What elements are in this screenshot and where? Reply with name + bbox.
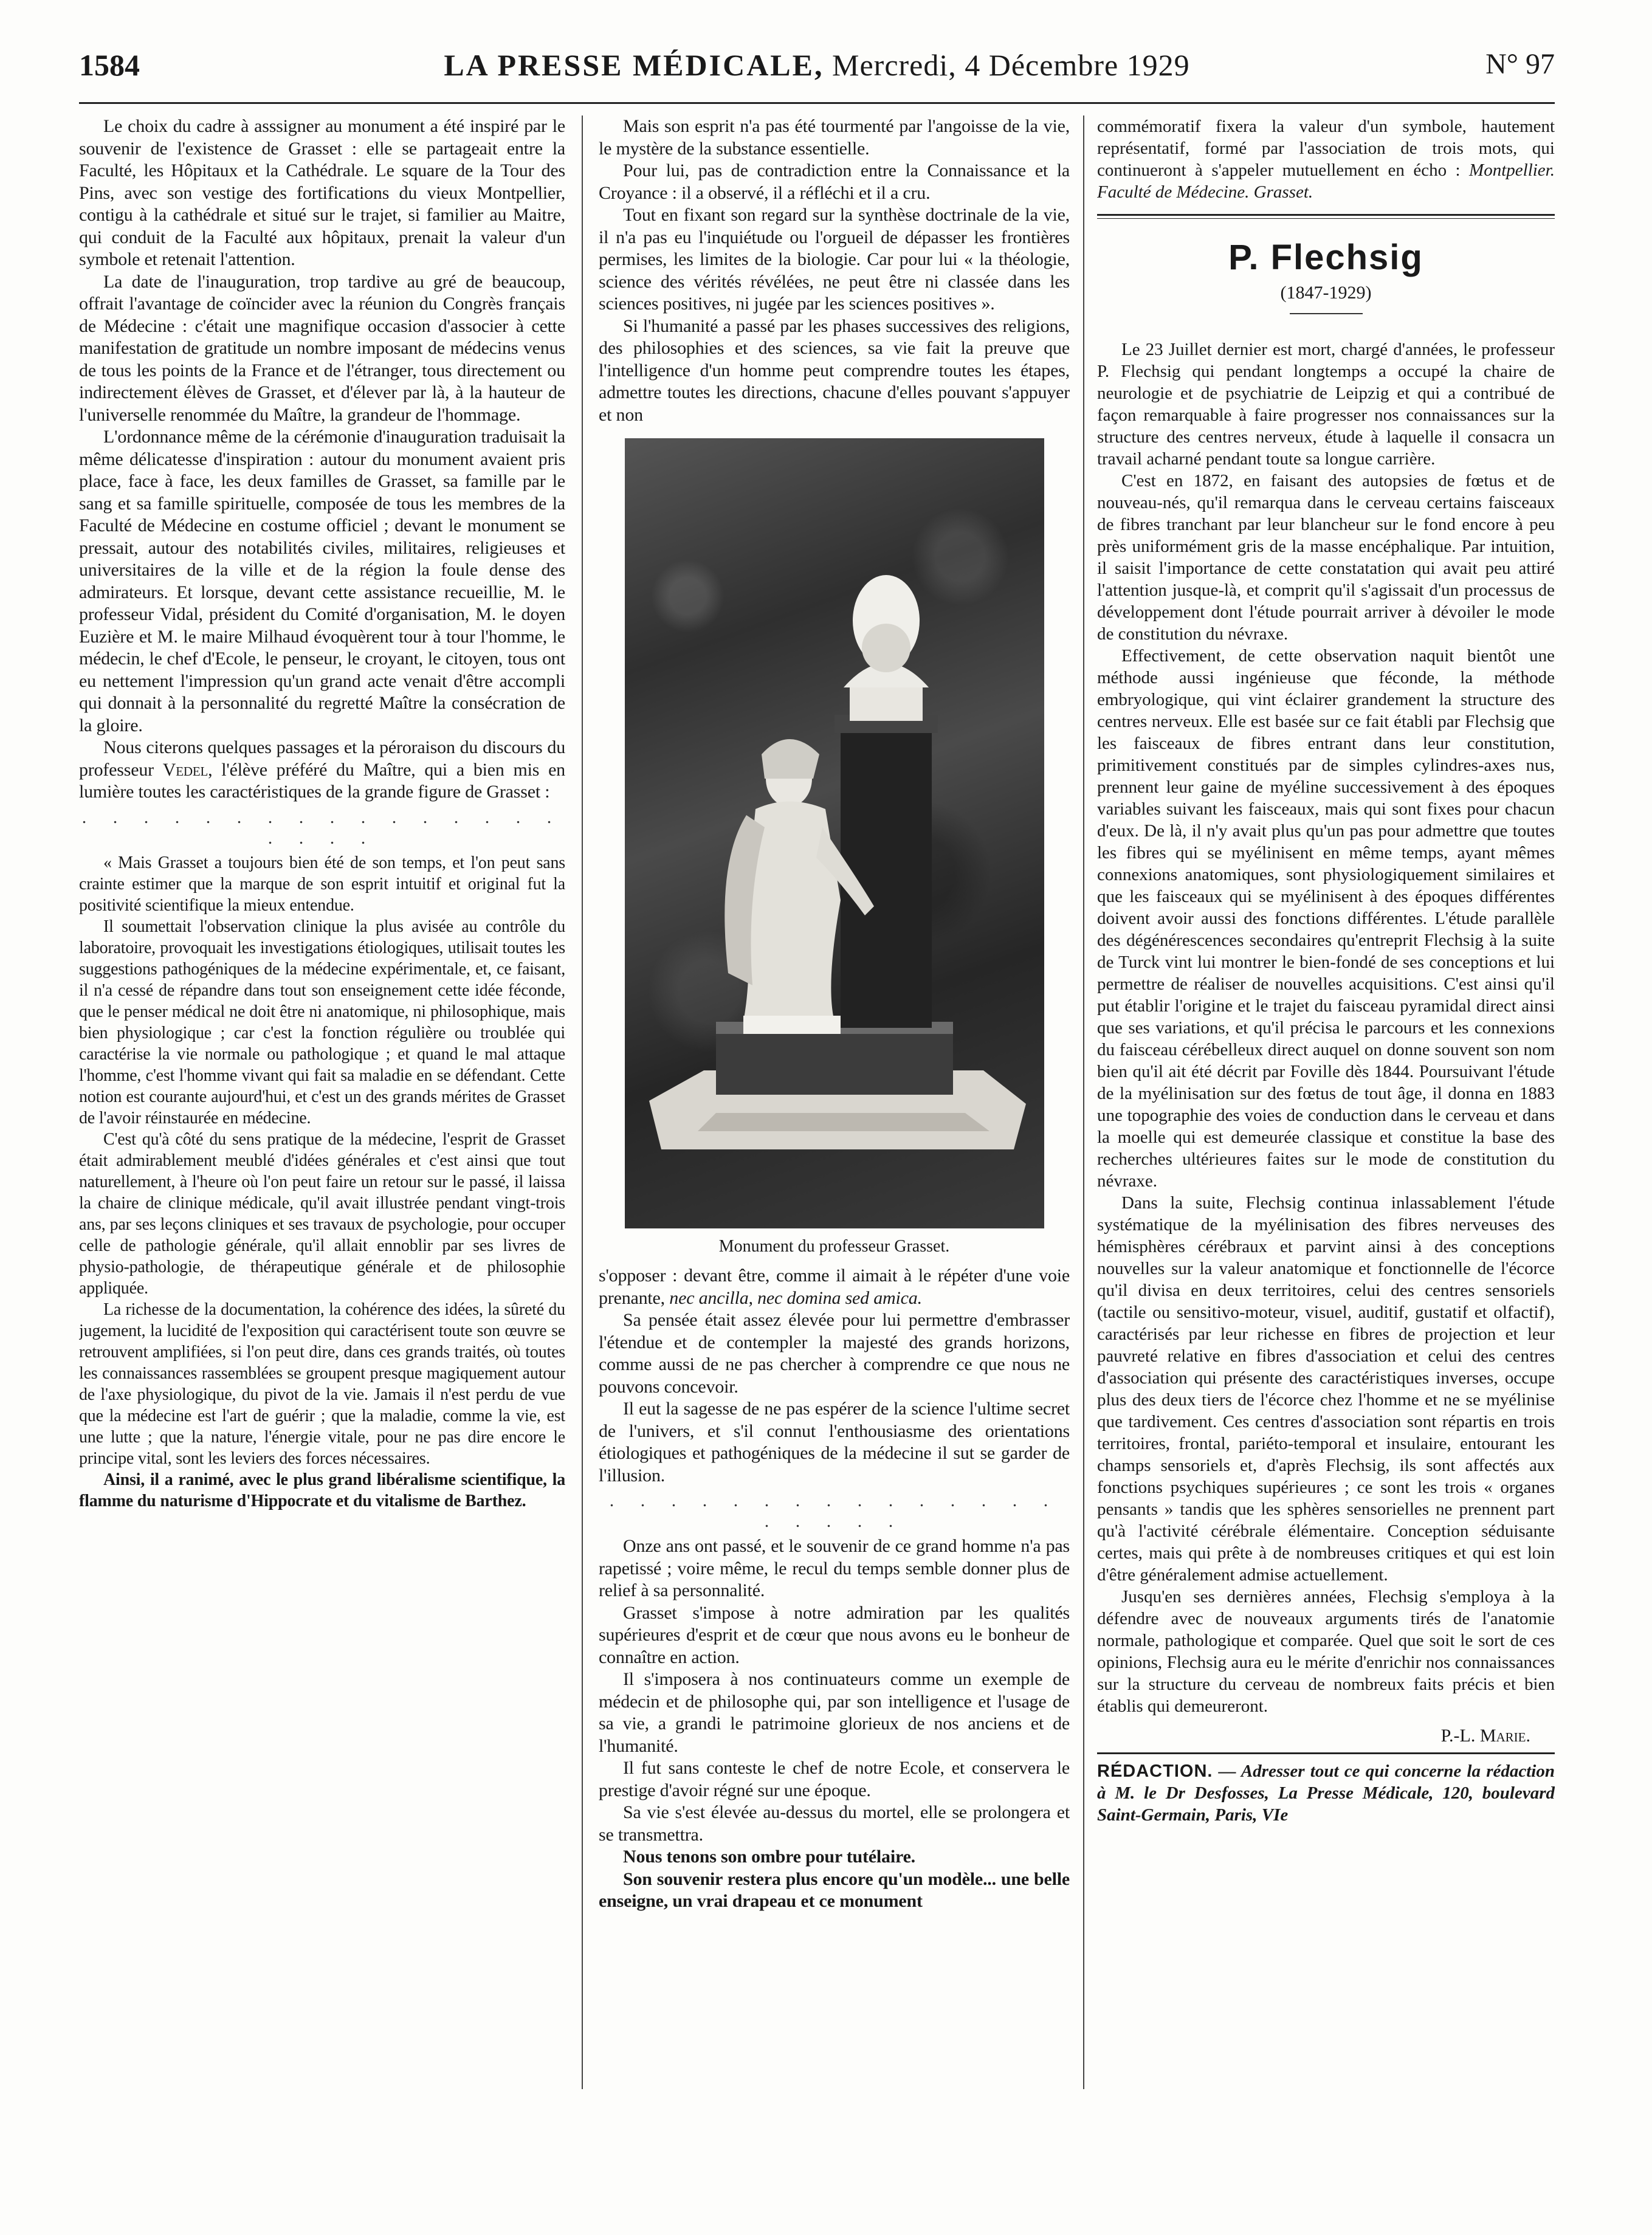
column-rule <box>1083 115 1084 2089</box>
paragraph: Si l'humanité a passé par les phases successives des religions, des philosophies et des sciences, sa vie fait la preuve que l'intelligence d'un homme peut comprendre toutes les étapes, admettre toutes les directions, chacune d'elles pouvant s'appuyer et non <box>599 315 1070 425</box>
paragraph: Tout en fixant son regard sur la synthèse doctrinale de la vie, il n'a pas eu l'inquiétude ou l'orgueil de dépasser les frontières permises, les limites de la biologie. Car pour lui « la théologie, science des vérités révélées, ne peut être ni classée dans les sciences positives, ni jugée par les sciences positives ». <box>599 205 1070 314</box>
ellipsis-separator: . . . . . . . . . . . . . . . . . . . . <box>81 807 563 848</box>
paragraph: Onze ans ont passé, et le souvenir de ce grand homme n'a pas rapetissé ; voire même, le recul du temps semble donner plus de relief à sa personnalité. <box>599 1536 1070 1600</box>
text-run: s'opposer : devant être, comme il aimait à le répéter d'une voie prenante, <box>599 1266 1070 1308</box>
journal-title: LA PRESSE MÉDICALE, <box>444 48 824 82</box>
section-rule <box>1097 214 1555 219</box>
ellipsis-separator: . . . . . . . . . . . . . . . . . . . . <box>609 1490 1059 1531</box>
paragraph: Dans la suite, Flechsig continua inlassablement l'étude systématique de la myélinisation des fibres nerveuses des hémisphères cérébraux et parvint ainsi à des conceptions nouvelles sur la valeur anatomique et fonctionnelle de l'écorce qu'il divisa en deux territoires, celui des centres sensoriels (tactile ou sensitivo-moteur, visuel, auditif, gustatif et olfactif), caractérisés par leur richesse en fibres de projection et leur pauvreté relative en fibres d'association et celui des centres d'association qui présente des caractéristiques inverses, occupe plus des deux tiers de l'écorce chez l'homme et ne se myélinise que tardivement. Ces centres d'association sont répartis en trois territoires, frontal, pariéto-temporal et insulaire, entourant les champs sensoriels et, d'après Flechsig, ils sont affectés aux fonctions psychiques supérieures ; ce sont les trois « organes pensants » tandis que les sphères sensorielles ne prennent part qu'à l'activité cérébrale élémentaire. Conception séduisante certes, mais qui prête à de nombreuses critiques et qui est loin d'être généralement admise actuellement. <box>1097 1193 1555 1585</box>
paragraph: Le 23 Juillet dernier est mort, chargé d'années, le professeur P. Flechsig qui pendant longtemps a occupé la chaire de neurologie et de psychiatrie de Leipzig et qui a contribué de façon remarquable à faire progresser nos connaissances sur la structure des centres nerveux, étude à laquelle il consacra un travail acharné pendant toute sa longue carrière. <box>1097 340 1555 469</box>
paragraph <box>1097 115 1555 203</box>
quote-paragraph: « Mais Grasset a toujours bien été de son temps, et l'on peut sans crainte estimer que la marque de son esprit intuitif et original fut la positivité scientifique la mieux entendue. <box>79 853 565 915</box>
monument-illustration <box>625 438 1044 1228</box>
monument-photo <box>625 438 1044 1228</box>
column-rule <box>582 115 583 2089</box>
paragraph: L'ordonnance même de la cérémonie d'inauguration traduisait la même délicatesse d'inspiration : autour du monument avaient pris place, face à face, les deux familles de Grasset, sa famille par le sang et sa famille spirituelle, composée de tous les membres de la Faculté de Médecine en costume officiel ; devant le monument se pressait, autour des notabilités civiles, militaires, religieuses et universitaires de la ville et de la région la foule dense des admirateurs. Et lorsque, devant cette assistance recueillie, M. le professeur Vidal, président du Comité d'organisation, M. le doyen Euzière et M. le maire Milhaud évoquèrent tour à tour l'homme, le médecin, le chef d'Ecole, le penseur, le croyant, le citoyen, tous ont eu nettement l'impression qu'un grand acte venait d'être accompli qui donnait à la personnalité du regretté Maître la consécration de la gloire. <box>79 427 565 735</box>
quote-paragraph: Il soumettait l'observation clinique la plus avisée au contrôle du laboratoire, provoquait les investigations étiologiques, utilisait toutes les suggestions pathogéniques de la médecine expérimentale, et, ce faisant, il n'a cessé de répandre dans tout son enseignement cette idée féconde, que le penser médical ne doit être ni anatomique, ni philosophique, mais bien physiologique ; car c'est la fonction régulière ou troublée qui caractérise la vie normale ou pathologique ; et quand le mal attaque l'homme, c'est l'homme vivant qui fait sa maladie en se défendant. Cette notion est courante aujourd'hui, et c'est un des grands mérites de Grasset de l'avoir réinstaurée en médecine. <box>79 917 565 1128</box>
paragraph: La date de l'inauguration, trop tardive au gré de beaucoup, offrait l'avantage de coïncider avec la réunion du Congrès français de Médecine : c'était une magnifique occasion d'associer à cette manifestation de gratitude un nombre imposant de médecins venus de tous les points de la France et de l'étranger, tous directement ou indirectement élèves de Grasset, et d'élever par là, à la hauteur de l'universelle renommée du Maître, la grandeur de l'hommage. <box>79 271 565 425</box>
column-2 <box>599 115 1070 2199</box>
text-run: commémoratif fixera la valeur d'un symbole, hautement représentatif, formé par l'association de trois mots, qui continueront à s'appeler mutuellement en écho : <box>1097 117 1555 180</box>
statue-veil <box>762 739 819 779</box>
issue-date: Mercredi, 4 Décembre 1929 <box>832 48 1190 82</box>
paragraph: Grasset s'impose à notre admiration par les qualités supérieures d'esprit et de cœur que nous avons eu le bonheur de connaître en action. <box>599 1602 1070 1667</box>
redaction-text: — Adresser tout ce qui concerne la rédaction à M. le Dr Desfosses, La Presse Médicale, 120, boulevard Saint-Germain, Paris, VIe <box>1097 1761 1555 1825</box>
paragraph: Effectivement, de cette observation naquit bientôt une méthode aussi ingénieuse que féconde, la méthode embryologique, qui vint éclairer grandement la structure des centres nerveux. Elle est basée sur ce fait établi par Flechsig que les faisceaux de fibres entrant dans leur constitution, primitivement constitués par de simples cylindres-axes nus, prennent leur gaine de myéline successivement à des époques variables suivant les faisceaux, mais qui sont fixes pour chacun d'eux. De là, il n'y avait plus qu'un pas pour admettre que toutes les fibres qui se myélinisent en même temps, ayant mêmes connexions anatomiques, sont physiologiquement similaires et que les faisceaux qui se myélinisent à des époques différentes doivent avoir aussi des fonctions différentes. L'étude parallèle des dégénérescences secondaires qu'entreprit Flechsig à la suite de Turck vint lui montrer le bien-fondé de ses conceptions et lui permettre de réaliser de nouvelles acquisitions. C'est ainsi qu'il put établir l'origine et le trajet du faisceau pyramidal direct ainsi que ses variations, et qu'il précisa le parcours et les connexions du faisceau cérébelleux direct auquel on donne souvent son nom bien qu'il ait été décrit par Foville dès 1844. Poursuivant l'étude de la myélinisation sur des fœtus de tout âge, il donna en 1883 une topographie des voies de conduction dans le cerveau et dans la moelle qui est demeurée classique et constitue la base des recherches ultérieures faites sur le mode de constitution du névraxe. <box>1097 646 1555 1191</box>
text-run: Nous citerons quelques passages et la péroraison du discours du professeur <box>79 737 565 780</box>
paragraph: Sa pensée était assez élevée pour lui permettre d'embrasser l'étendue et de contempler la majesté des grands horizons, comme aussi de ne pas chercher à comprendre ce que nous ne pouvons concevoir. <box>599 1310 1070 1397</box>
paragraph: Il s'imposera à nos continuateurs comme un exemple de médecin et de philosophe qui, par son intelligence et l'usage de sa vie, a grandi le patrimoine glorieux de nos anciens et de l'humanité. <box>599 1669 1070 1756</box>
issue-number: N° 97 <box>1485 48 1555 80</box>
paragraph: Pour lui, pas de contradiction entre la Connaissance et la Croyance : il a observé, il a réfléchi et il a cru. <box>599 160 1070 203</box>
masthead <box>79 47 1555 83</box>
page-header <box>79 47 1555 104</box>
latin-phrase: nec ancilla, nec domina sed amica. <box>669 1287 922 1308</box>
speaker-name: Vedel <box>162 759 208 780</box>
pedestal-step <box>698 1113 989 1131</box>
page-number: 1584 <box>79 48 140 82</box>
paragraph <box>79 737 565 804</box>
obituary-title: P. Flechsig <box>1228 238 1423 277</box>
quote-paragraph: La richesse de la documentation, la cohérence des idées, la sûreté du jugement, la lucidité de l'exposition qui caractérisent toute son œuvre se retrouvent amplifiées, si l'on peut dire, dans ces grands traités, où toutes les connaissances rassemblées se groupent presque magiquement autour de l'axe physiologique, du pivot de la vie. Jamais il n'est perdu de vue que la médecine est l'art de guérir ; que la maladie, comme la vie, est une lutte ; que la nature, l'énergie vitale, pour ne pas dire encore le principe vital, sont les leviers des forces nécessaires. <box>79 1300 565 1468</box>
bust-base <box>850 687 923 721</box>
paragraph: Nous tenons son ombre pour tutélaire. <box>623 1847 915 1867</box>
obituary-dates: (1847-1929) <box>1280 283 1372 303</box>
column-3 <box>1097 115 1555 2199</box>
paragraph: Mais son esprit n'a pas été tourmenté par l'angoisse de la vie, le mystère de la substance essentielle. <box>599 116 1070 159</box>
paragraph: C'est en 1872, en faisant des autopsies de fœtus et de nouveau-nés, qu'il remarqua dans le cerveau certains faisceaux de fibres tranchant par leur blancheur sur le fond encore à peu près uniformément gris de la masse encéphalique. Par intuition, il saisit l'importance de cette constatation qui avait peu attiré l'attention jusque-là, et comprit qu'il s'agissait d'un processus de développement dont l'étude pourrait arriver à dévoiler le mode de constitution du névraxe. <box>1097 471 1555 644</box>
paragraph: Son souvenir restera plus encore qu'un modèle... une belle enseigne, un vrai drapeau et ce monument <box>599 1868 1070 1911</box>
paragraph: Il fut sans conteste le chef de notre Ecole, et conservera le prestige d'avoir régné sur une époque. <box>599 1758 1070 1800</box>
statue-plinth <box>743 1016 841 1034</box>
bust-beard <box>862 624 910 672</box>
signature: P.-L. Marie. <box>1440 1726 1530 1746</box>
redaction-label: RÉDACTION. <box>1097 1761 1213 1781</box>
symbol-words: Montpellier. Faculté de Médecine. Grasset. <box>1097 160 1555 202</box>
figure-caption: Monument du professeur Grasset. <box>718 1237 950 1256</box>
quote-paragraph: C'est qu'à côté du sens pratique de la médecine, l'esprit de Grasset était admirablement meublé d'idées générales et c'est ainsi que tout naturellement, à l'heure où l'on peut faire un retour sur le passé, il laissa la chaire de clinique médicale, qu'il avait illustrée pendant vingt-trois ans, par ses leçons cliniques et ses travaux de psychologie, pour occuper celle de pathologie générale, qu'il allait ennoblir par ses livres de physio-pathologie, de thérapeutique générale et de philosophie appliquée. <box>79 1129 565 1298</box>
redaction-notice <box>1097 1752 1555 1826</box>
quote-paragraph: Ainsi, il a ranimé, avec le plus grand libéralisme scientifique, la flamme du naturisme d'Hippocrate et du vitalisme de Barthez. <box>79 1470 565 1510</box>
monument-figure <box>625 438 1044 1256</box>
title-rule <box>1290 313 1363 314</box>
paragraph: Il eut la sagesse de ne pas espérer de la science l'ultime secret de l'univers, et s'il connut l'enthousiasme des orientations étiologiques et pathogéniques de la médecine il sut se garder de l'illusion. <box>599 1399 1070 1486</box>
paragraph: Jusqu'en ses dernières années, Flechsig s'employa à la défendre avec de nouveaux arguments tirés de l'anatomie normale, pathologique et comparée. Quel que soit le sort de ces opinions, Flechsig aura eu le mérite d'enrichir nos connaissances sur la structure du cerveau de nombreux faits précis et bien établis qui demeureront. <box>1097 1587 1555 1716</box>
paragraph: Le choix du cadre à asssigner au monument a été inspiré par le souvenir de l'existence de Grasset : elle se partageait entre la Faculté, les Hôpitaux et la Cathédrale. Le square de la Tour des Pins, avec son vestige des fortifications du vieux Montpellier, contigu à la cathédrale et situé sur le trajet, si familier au Maitre, qui conduit de la Faculté aux hôpitaux, prenait la valeur d'un symbole et retenait l'attention. <box>79 116 565 269</box>
paragraph: Sa vie s'est élevée au-dessus du mortel, elle se prolongera et se transmettra. <box>599 1802 1070 1845</box>
text-run: , l'élève préféré du Maître, qui a bien mis en lumière toutes les caractéristiques de la grande figure de Grasset : <box>79 759 565 802</box>
paragraph <box>599 1265 1070 1309</box>
column-1 <box>79 115 565 2199</box>
